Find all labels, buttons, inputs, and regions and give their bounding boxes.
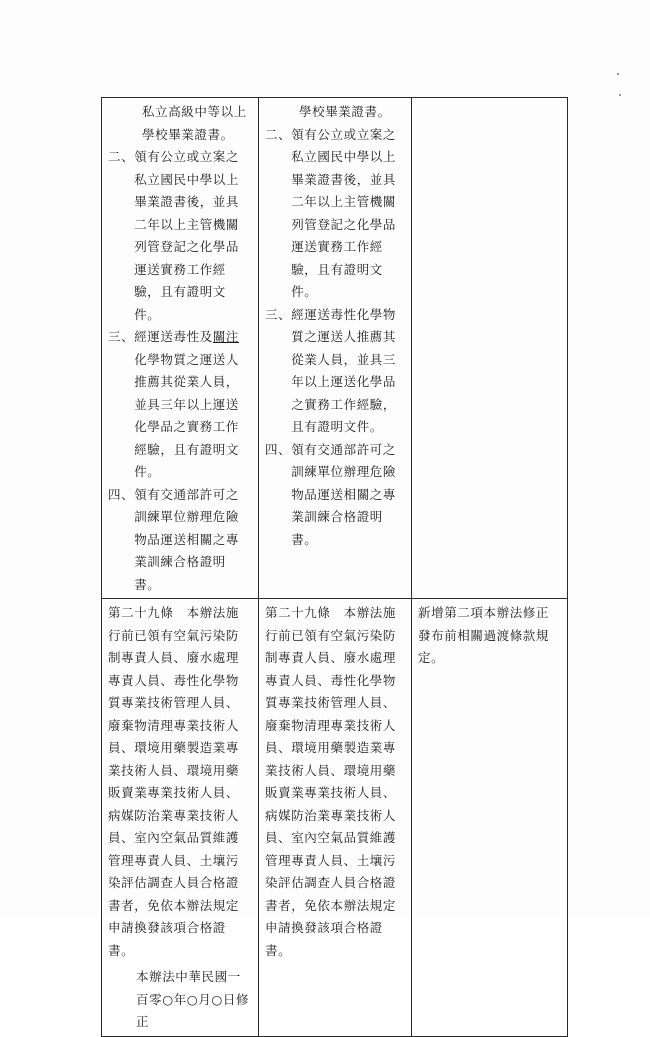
- table-row: [102, 599, 568, 1037]
- list-item-continuation: 私立高級中等以上學校畢業證書。: [142, 104, 247, 142]
- underlined-amendment: 關注: [212, 329, 240, 344]
- list-item: [108, 146, 252, 326]
- item-text-part: 化學物質之運送人推薦其從業人員，並具三年以上運送化學品之實務工作經驗，且有證明文件。: [134, 351, 240, 479]
- item-number: 三、: [108, 329, 135, 344]
- item-number: 四、: [265, 441, 292, 457]
- list-item-continuation: 學校畢業證書。: [299, 104, 391, 119]
- amended-text-cell: [102, 98, 259, 599]
- explanation-text: 新增第二項本辦法修正發布前相關過渡條款規定。: [418, 605, 550, 665]
- item-text: 領有公立或立案之私立國民中學以上畢業證書後，並具二年以上主管機關列管登記之化學品運送實務工作經驗，且有證明文件。: [134, 149, 240, 322]
- list-item: [265, 439, 405, 552]
- item-number: 二、: [108, 149, 135, 164]
- current-text-cell: [259, 599, 412, 1037]
- item-number: 二、: [265, 126, 292, 142]
- item-number: 四、: [108, 486, 135, 502]
- item-text: 領有交通部許可之訓練單位辦理危險物品運送相關之專業訓練合格證明書。: [134, 486, 240, 592]
- item-text-part: 經運送毒性及: [134, 329, 213, 344]
- scan-speck: [619, 94, 621, 96]
- article-text: 第二十九條 本辦法施行前已領有空氣污染防制專責人員、廢水處理專責人員、毒性化學物質專業技術管理人員、廢棄物清理專業技術人員、環境用藥製造業專業技術人員、環境用藥販賣業專業技術人員、病媒防治業專業技術人員、室內空氣品質維護管理專責人員、土壤污染評估調查人員合格證書者，免依本辦法規定申請換發該項合格證書。: [108, 605, 240, 958]
- explanation-text: [412, 98, 567, 103]
- item-text: 經運送毒性化學物質之運送人推薦其從業人員，並具三年以上運送化學品之實務工作經驗，且有證明文件。: [291, 306, 397, 434]
- explanation-cell: [412, 98, 568, 599]
- comparison-table: [101, 97, 568, 1037]
- item-text: [134, 326, 252, 484]
- list-item: [108, 484, 252, 597]
- table-row: [102, 98, 568, 599]
- amended-text-cell: [102, 599, 259, 1037]
- item-text: 領有交通部許可之訓練單位辦理危險物品運送相關之專業訓練合格證明書。: [291, 441, 397, 547]
- current-text-cell: [259, 98, 412, 599]
- list-item: [265, 124, 405, 304]
- article-text: 第二十九條 本辦法施行前已領有空氣污染防制專責人員、廢水處理專責人員、毒性化學物質專業技術管理人員、廢棄物清理專業技術人員、環境用藥製造業專業技術人員、環境用藥販賣業專業技術人員、病媒防治業專業技術人員、室內空氣品質維護管理專責人員、土壤污染評估調查人員合格證書者，免依本辦法規定申請換發該項合格證書。: [265, 605, 397, 958]
- scan-speck: [617, 73, 619, 75]
- list-item: [265, 304, 405, 439]
- item-text: 領有公立或立案之私立國民中學以上畢業證書後，並具二年以上主管機關列管登記之化學品運送實務工作經驗，且有證明文件。: [291, 126, 397, 299]
- item-number: 三、: [265, 306, 292, 322]
- explanation-cell: [412, 599, 568, 1037]
- amendment-note: 本辦法中華民國一百零○年○月○日修正: [136, 969, 250, 1029]
- list-item: [108, 326, 252, 484]
